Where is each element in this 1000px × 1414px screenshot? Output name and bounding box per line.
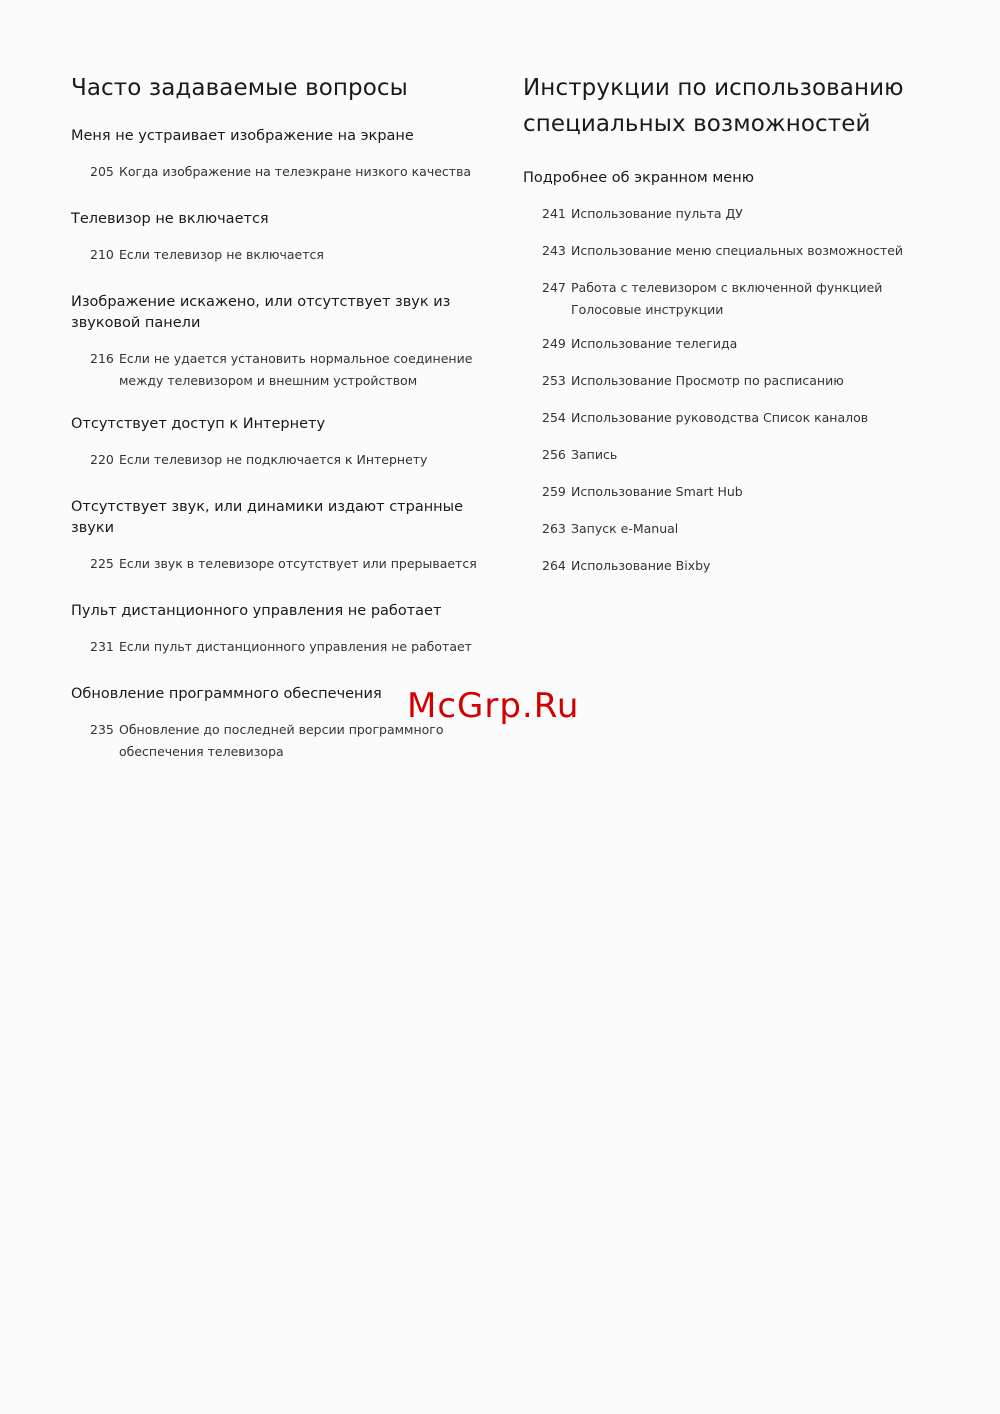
entry-text: Когда изображение на телеэкране низкого качества (119, 164, 472, 179)
accessibility-column (523, 0, 943, 577)
entry-text: Если звук в телевизоре отсутствует или прерывается (119, 556, 477, 571)
toc-entry[interactable] (71, 553, 481, 575)
faq-section (71, 292, 481, 392)
toc-entry[interactable] (523, 407, 943, 429)
entry-text: Использование Bixby (571, 558, 711, 573)
entry-text: Использование пульта ДУ (571, 206, 743, 221)
page-number: 231 (90, 639, 114, 654)
page-number: 243 (542, 243, 566, 258)
page-number: 254 (542, 410, 566, 425)
faq-section (71, 209, 481, 266)
entry-text: Если не удается установить нормальное соединение между телевизором и внешним устройством (119, 351, 473, 388)
toc-entry[interactable] (523, 277, 943, 321)
page-number: 253 (542, 373, 566, 388)
page-number: 256 (542, 447, 566, 462)
toc-entry[interactable] (71, 636, 481, 658)
entry-text: Если пульт дистанционного управления не работает (119, 639, 472, 654)
section-title: Отсутствует доступ к Интернету (71, 416, 326, 432)
toc-entry[interactable] (523, 333, 943, 355)
watermark: McGrp.Ru (407, 686, 580, 726)
page-number: 220 (90, 452, 114, 467)
toc-entry[interactable] (523, 444, 943, 466)
page-number: 247 (542, 280, 566, 295)
section-title: Телевизор не включается (71, 211, 269, 227)
faq-section (71, 497, 481, 575)
faq-title: Часто задаваемые вопросы (71, 75, 408, 101)
section-title: Изображение искажено, или отсутствует звук из звуковой панели (71, 294, 451, 331)
page-number: 241 (542, 206, 566, 221)
page-number: 210 (90, 247, 114, 262)
page-number: 205 (90, 164, 114, 179)
toc-entry[interactable] (71, 348, 481, 392)
entry-text: Если телевизор не подключается к Интернету (119, 452, 428, 467)
faq-column (71, 0, 481, 763)
faq-section (71, 414, 481, 471)
accessibility-title: Инструкции по использованию специальных возможностей (523, 75, 904, 137)
page-number: 235 (90, 722, 114, 737)
toc-entry[interactable] (523, 518, 943, 540)
section-title: Подробнее об экранном меню (523, 170, 754, 186)
entry-text: Использование Smart Hub (571, 484, 743, 499)
toc-entry[interactable] (71, 449, 481, 471)
toc-entry[interactable] (523, 481, 943, 503)
toc-entry[interactable] (523, 203, 943, 225)
page-number: 259 (542, 484, 566, 499)
entry-text: Запись (571, 447, 618, 462)
faq-section (71, 601, 481, 658)
faq-section (71, 126, 481, 183)
section-title: Меня не устраивает изображение на экране (71, 128, 414, 144)
page-number: 263 (542, 521, 566, 536)
section-title: Обновление программного обеспечения (71, 686, 382, 702)
entry-text: Использование меню специальных возможностей (571, 243, 904, 258)
page-number: 225 (90, 556, 114, 571)
entry-text: Обновление до последней версии программного обеспечения телевизора (119, 722, 444, 759)
section-title: Пульт дистанционного управления не работает (71, 603, 442, 619)
page-number: 249 (542, 336, 566, 351)
entry-text: Если телевизор не включается (119, 247, 324, 262)
page-number: 216 (90, 351, 114, 366)
toc-list (523, 203, 943, 577)
entry-text: Использование руководства Список каналов (571, 410, 869, 425)
page-number: 264 (542, 558, 566, 573)
toc-entry[interactable] (523, 555, 943, 577)
toc-entry[interactable] (523, 370, 943, 392)
entry-text: Использование Просмотр по расписанию (571, 373, 844, 388)
entry-text: Запуск e-Manual (571, 521, 679, 536)
toc-entry[interactable] (523, 240, 943, 262)
toc-entry[interactable] (71, 244, 481, 266)
entry-text: Использование телегида (571, 336, 738, 351)
section-title: Отсутствует звук, или динамики издают странные звуки (71, 499, 464, 536)
entry-text: Работа с телевизором с включенной функцией Голосовые инструкции (571, 280, 883, 317)
toc-entry[interactable] (71, 161, 481, 183)
